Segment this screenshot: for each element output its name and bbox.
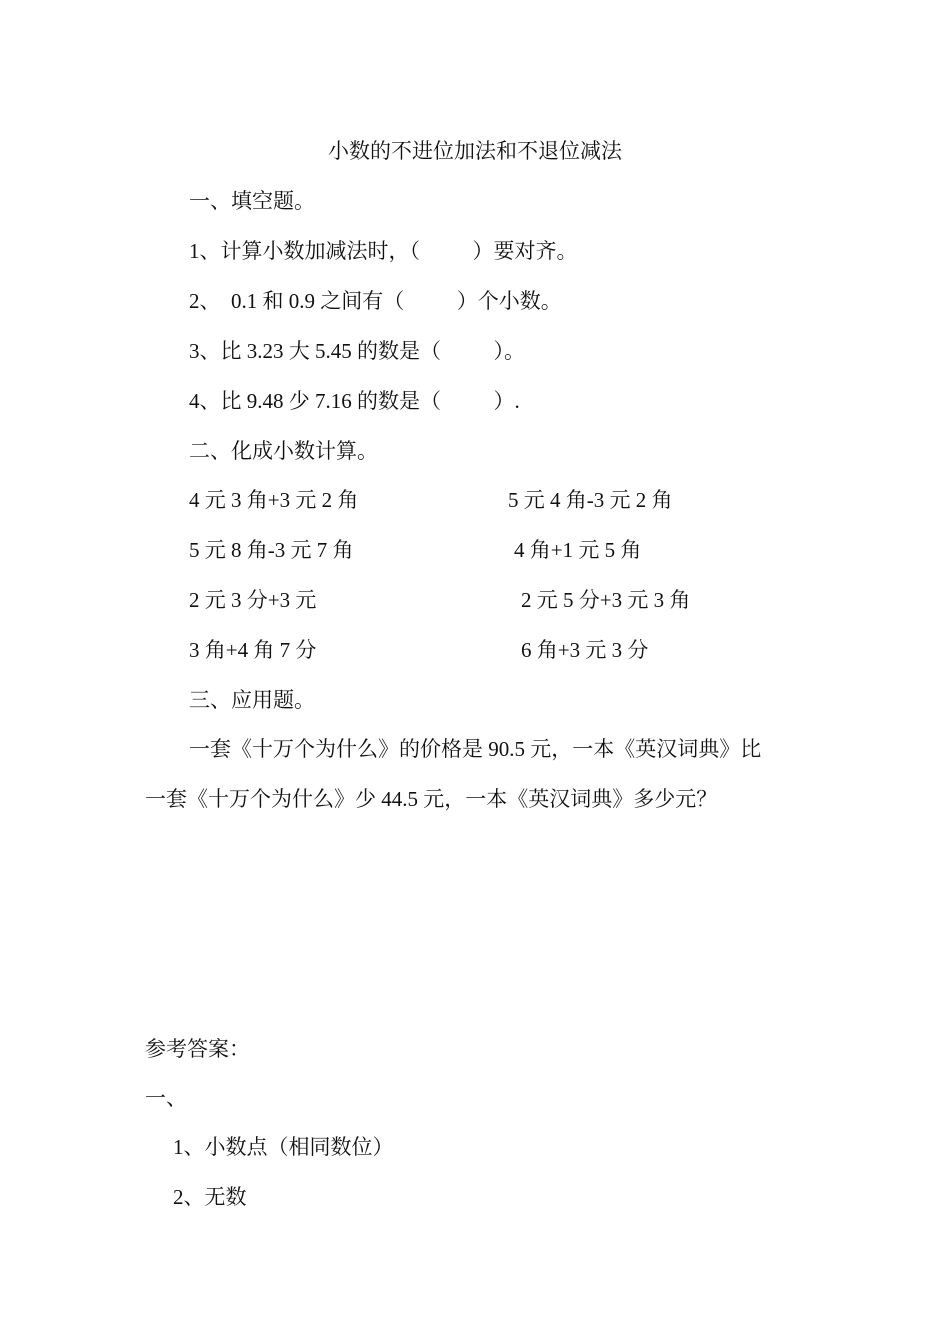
- section2-heading: 二、化成小数计算。: [189, 439, 378, 463]
- calc-left-2: 5 元 8 角-3 元 7 角: [189, 538, 354, 562]
- problem-line-1: 一套《十万个为什么》的价格是 90.5 元，一本《英汉词典》比: [189, 737, 762, 761]
- question-1: 1、计算小数加减法时，（ ）要对齐。: [189, 239, 578, 263]
- calc-right-3: 2 元 5 分+3 元 3 角: [521, 588, 691, 612]
- calc-right-1: 5 元 4 角-3 元 2 角: [508, 488, 673, 512]
- answer-2: 2、无数: [173, 1185, 247, 1209]
- question-2: 2、 0.1 和 0.9 之间有（ ）个小数。: [189, 289, 562, 313]
- problem-line-2: 一套《十万个为什么》少 44.5 元，一本《英汉词典》多少元？: [145, 787, 718, 811]
- question-4: 4、比 9.48 少 7.16 的数是（ ）.: [189, 389, 520, 413]
- page-title: 小数的不进位加法和不退位减法: [328, 139, 622, 163]
- section1-heading: 一、填空题。: [189, 189, 315, 213]
- calc-left-1: 4 元 3 角+3 元 2 角: [189, 488, 359, 512]
- calc-right-4: 6 角+3 元 3 分: [521, 638, 649, 662]
- answers-heading: 参考答案：: [145, 1037, 250, 1061]
- calc-left-3: 2 元 3 分+3 元: [189, 588, 317, 612]
- section3-heading: 三、应用题。: [189, 688, 315, 712]
- calc-right-2: 4 角+1 元 5 角: [514, 538, 642, 562]
- answers-part1-label: 一、: [145, 1086, 187, 1110]
- calc-left-4: 3 角+4 角 7 分: [189, 638, 317, 662]
- answer-1: 1、小数点（相同数位）: [173, 1135, 394, 1159]
- question-3: 3、比 3.23 大 5.45 的数是（ ）。: [189, 339, 525, 363]
